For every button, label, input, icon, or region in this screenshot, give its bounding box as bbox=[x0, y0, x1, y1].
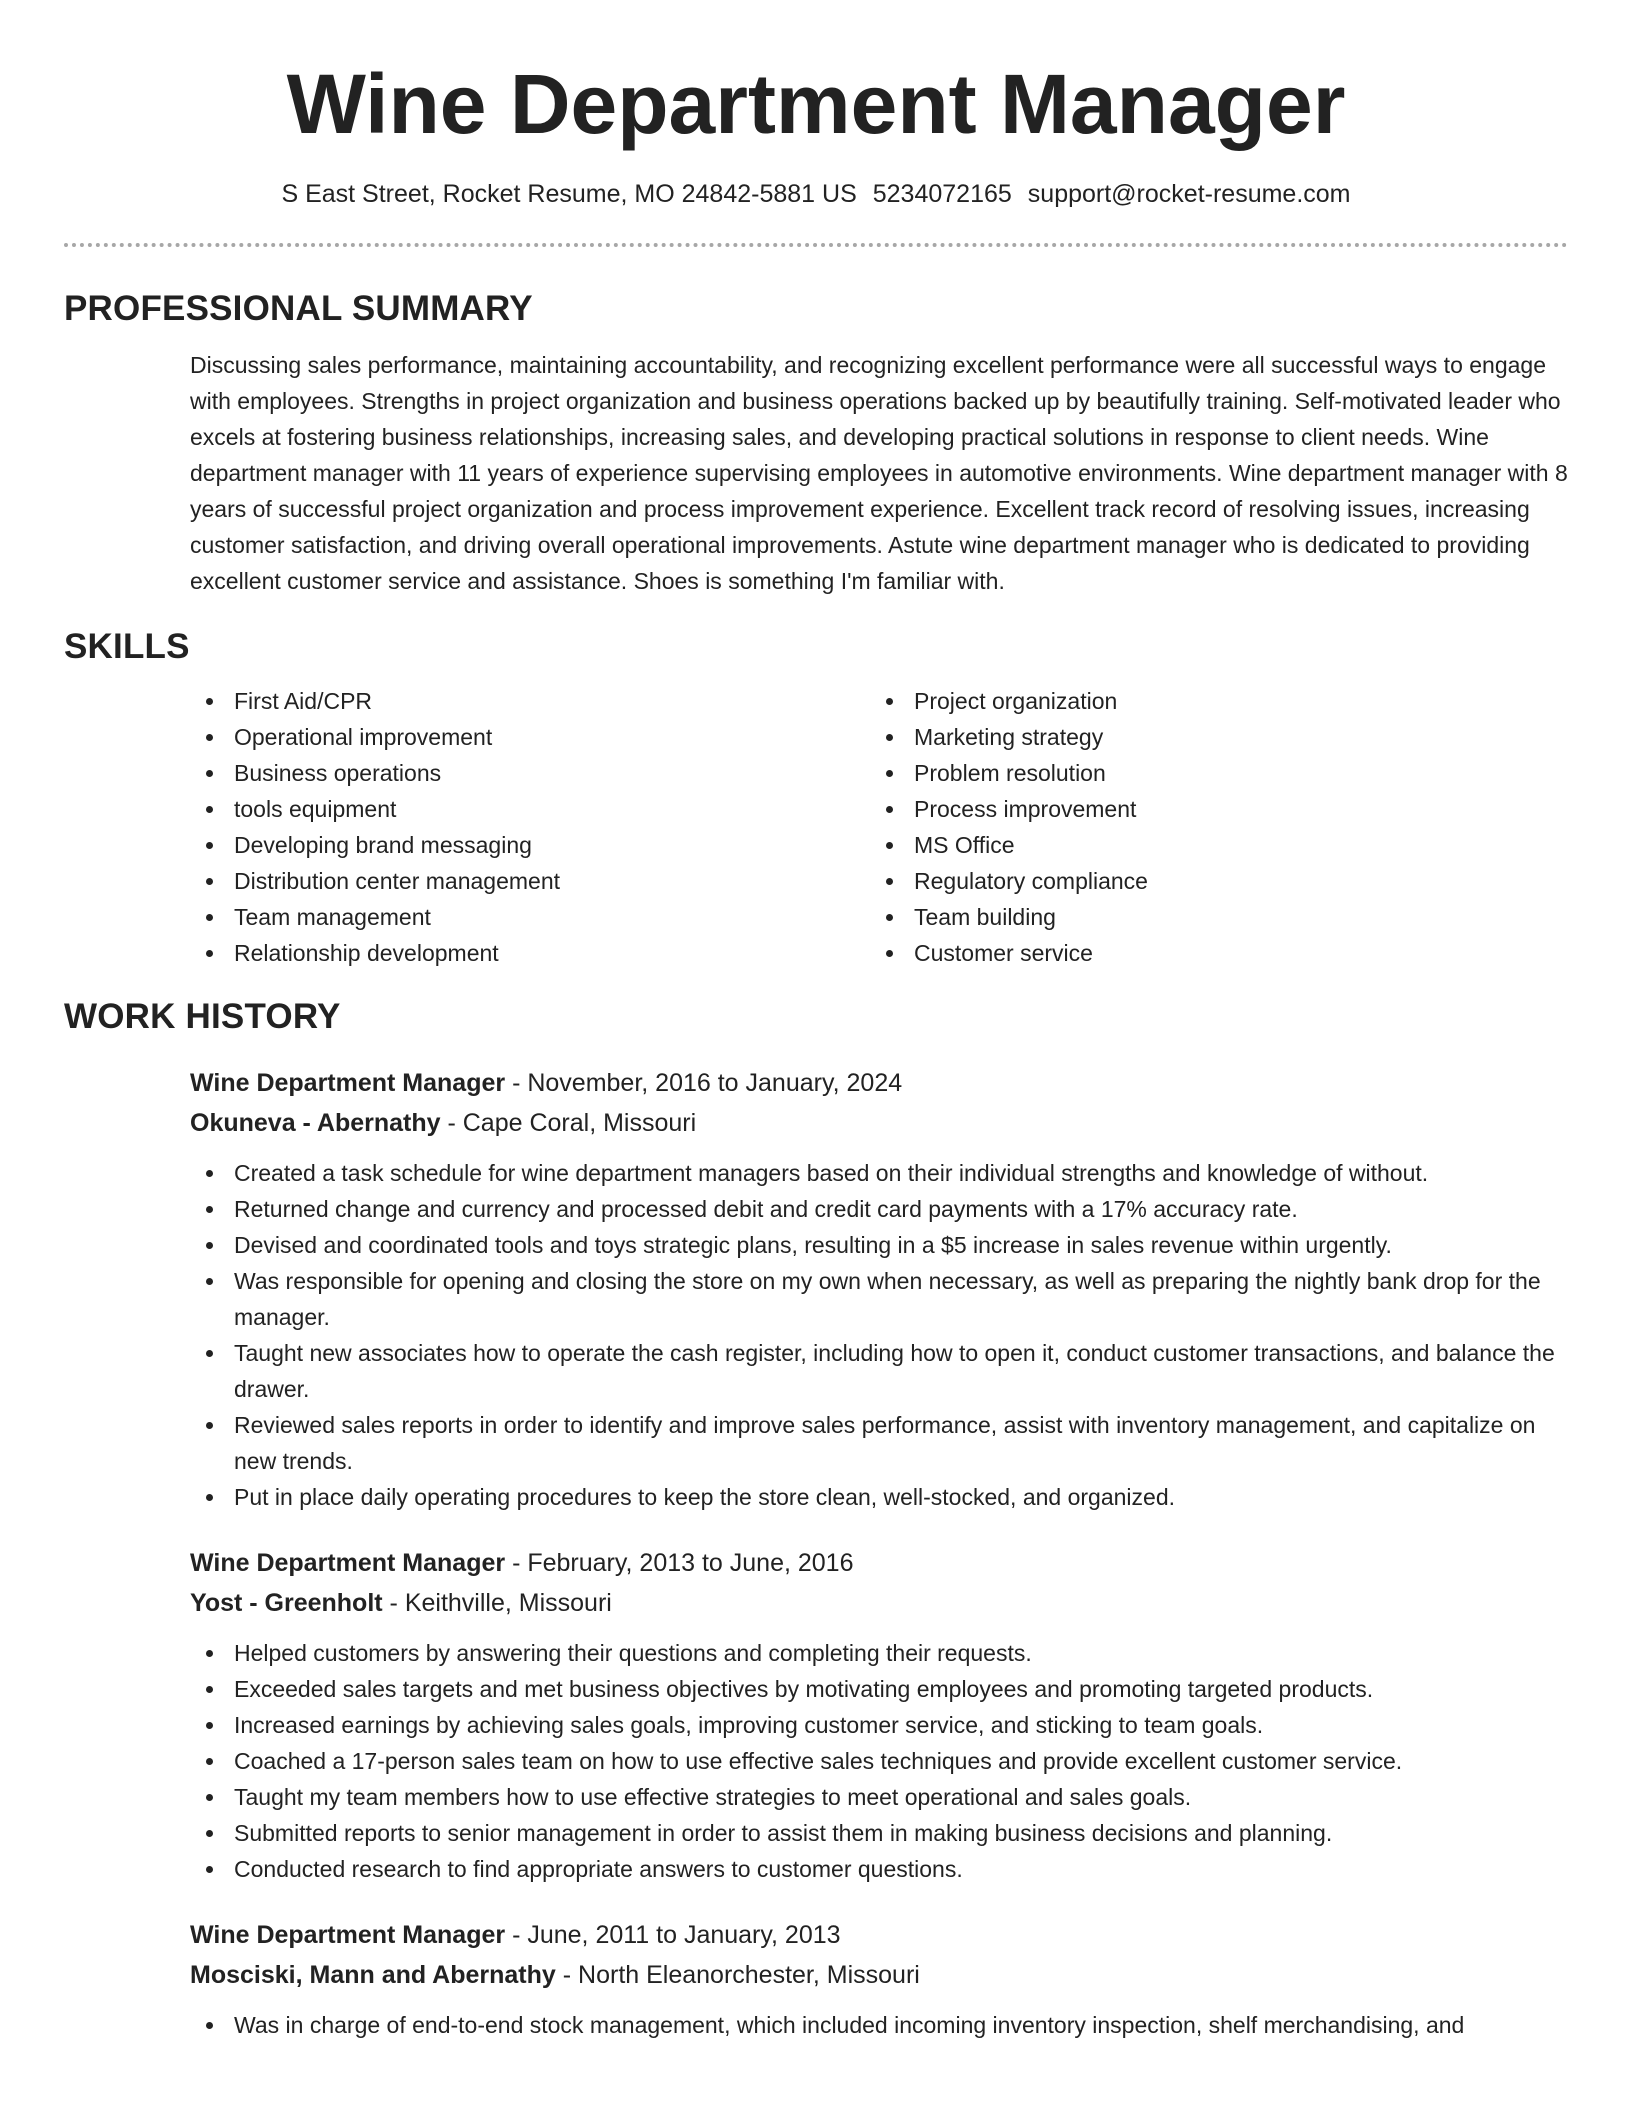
job-bullet: Reviewed sales reports in order to identify and improve sales performance, assist with inventory management, and capitalize on new trends. bbox=[190, 1407, 1568, 1479]
resume-title: Wine Department Manager bbox=[286, 57, 1346, 151]
contact-line bbox=[64, 177, 1568, 211]
skill-item: Project organization bbox=[870, 683, 1550, 719]
job-role: Wine Department Manager bbox=[190, 1549, 506, 1577]
skill-item: Customer service bbox=[870, 935, 1550, 971]
header-divider bbox=[64, 243, 1568, 247]
job-bullet: Was responsible for opening and closing the store on my own when necessary, as well as preparing the nightly bank drop for the manager. bbox=[190, 1263, 1568, 1335]
skill-item: MS Office bbox=[870, 827, 1550, 863]
job-entry bbox=[190, 1915, 1568, 2043]
job-role-line bbox=[190, 1543, 1568, 1583]
job-bullet: Returned change and currency and processed debit and credit card payments with a 17% accuracy rate. bbox=[190, 1191, 1568, 1227]
job-dates: - June, 2011 to January, 2013 bbox=[505, 1921, 841, 1949]
skill-item: Developing brand messaging bbox=[190, 827, 870, 863]
job-dates: - February, 2013 to June, 2016 bbox=[505, 1549, 854, 1577]
job-role: Wine Department Manager bbox=[190, 1069, 506, 1097]
skill-item: Problem resolution bbox=[870, 755, 1550, 791]
skill-item: Regulatory compliance bbox=[870, 863, 1550, 899]
job-role-line bbox=[190, 1063, 1568, 1103]
job-bullet: Conducted research to find appropriate answers to customer questions. bbox=[190, 1851, 1568, 1887]
skill-item: tools equipment bbox=[190, 791, 870, 827]
skill-item: Team building bbox=[870, 899, 1550, 935]
job-bullet: Taught new associates how to operate the cash register, including how to open it, conduct customer transactions, and balance the drawer. bbox=[190, 1335, 1568, 1407]
job-bullets bbox=[190, 1635, 1568, 1887]
skill-item: Relationship development bbox=[190, 935, 870, 971]
job-bullet: Put in place daily operating procedures to keep the store clean, well-stocked, and organized. bbox=[190, 1479, 1568, 1515]
job-bullets bbox=[190, 1155, 1568, 1515]
job-company-line bbox=[190, 1955, 1568, 1995]
resume-page bbox=[64, 0, 1568, 2043]
summary-text: Discussing sales performance, maintaining accountability, and recognizing excellent performance were all successful ways to engage with employees. Strengths in project organization and business operations backed up by beautifully training. Self-motivated leader who excels at fostering business relationships, increasing sales, and developing practical solutions in response to client needs. Wine department manager with 11 years of experience supervising employees in automotive environments. Wine department manager with 8 years of successful project organization and process improvement experience. Excellent track record of resolving issues, increasing customer satisfaction, and driving overall operational improvements. Astute wine department manager who is dedicated to providing excellent customer service and assistance. Shoes is something I'm familiar with. bbox=[190, 352, 1568, 594]
skill-item: Operational improvement bbox=[190, 719, 870, 755]
job-company-line bbox=[190, 1103, 1568, 1143]
job-company: Okuneva - Abernathy bbox=[190, 1109, 441, 1137]
job-bullet: Created a task schedule for wine department managers based on their individual strengths and knowledge of without. bbox=[190, 1155, 1568, 1191]
job-role-line bbox=[190, 1915, 1568, 1955]
skills-left-column bbox=[190, 683, 870, 971]
job-entry bbox=[190, 1063, 1568, 1515]
skills-heading: SKILLS bbox=[64, 627, 190, 666]
job-bullet: Taught my team members how to use effective strategies to meet operational and sales goals. bbox=[190, 1779, 1568, 1815]
skills-grid bbox=[190, 683, 1568, 971]
job-company: Mosciski, Mann and Abernathy bbox=[190, 1961, 556, 1989]
skill-item: Distribution center management bbox=[190, 863, 870, 899]
job-bullets bbox=[190, 2007, 1568, 2043]
contact-phone: 5234072165 bbox=[872, 180, 1012, 208]
work-history-heading: WORK HISTORY bbox=[64, 997, 341, 1036]
job-entry bbox=[190, 1543, 1568, 1887]
skill-item: Team management bbox=[190, 899, 870, 935]
job-bullet: Coached a 17-person sales team on how to use effective sales techniques and provide excellent customer service. bbox=[190, 1743, 1568, 1779]
summary-heading: PROFESSIONAL SUMMARY bbox=[64, 289, 533, 328]
skills-right-column bbox=[870, 683, 1550, 971]
skill-item: First Aid/CPR bbox=[190, 683, 870, 719]
job-role: Wine Department Manager bbox=[190, 1921, 506, 1949]
job-bullet: Helped customers by answering their questions and completing their requests. bbox=[190, 1635, 1568, 1671]
contact-email: support@rocket-resume.com bbox=[1027, 180, 1351, 208]
job-bullet: Submitted reports to senior management in order to assist them in making business decisions and planning. bbox=[190, 1815, 1568, 1851]
job-location: - Cape Coral, Missouri bbox=[440, 1109, 697, 1137]
contact-address: S East Street, Rocket Resume, MO 24842-5881 US bbox=[281, 180, 857, 208]
job-bullet: Exceeded sales targets and met business objectives by motivating employees and promoting targeted products. bbox=[190, 1671, 1568, 1707]
skill-item: Process improvement bbox=[870, 791, 1550, 827]
job-company-line bbox=[190, 1583, 1568, 1623]
job-location: - North Eleanorchester, Missouri bbox=[555, 1961, 920, 1989]
job-dates: - November, 2016 to January, 2024 bbox=[505, 1069, 903, 1097]
skill-item: Business operations bbox=[190, 755, 870, 791]
job-bullet: Was in charge of end-to-end stock management, which included incoming inventory inspection, shelf merchandising, and bbox=[190, 2007, 1568, 2043]
job-bullet: Increased earnings by achieving sales goals, improving customer service, and sticking to team goals. bbox=[190, 1707, 1568, 1743]
job-company: Yost - Greenholt bbox=[190, 1589, 383, 1617]
job-bullet: Devised and coordinated tools and toys strategic plans, resulting in a $5 increase in sales revenue within urgently. bbox=[190, 1227, 1568, 1263]
skill-item: Marketing strategy bbox=[870, 719, 1550, 755]
job-location: - Keithville, Missouri bbox=[382, 1589, 612, 1617]
